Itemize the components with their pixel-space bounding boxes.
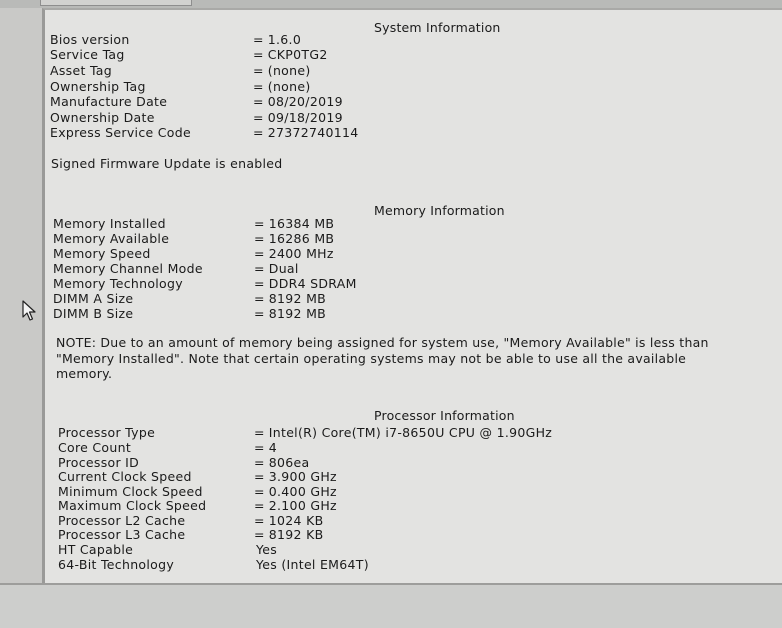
mem-row-installed: Memory Installed = 16384 MB: [53, 216, 335, 231]
cpu-row-core-count: Core Count = 4: [58, 440, 278, 455]
mem-row-technology: Memory Technology = DDR4 SDRAM: [53, 276, 357, 291]
cpu-row-l3-cache: Processor L3 Cache = 8192 KB: [58, 527, 324, 542]
cpu-row-type: Processor Type = Intel(R) Core(TM) i7-8650U CPU @ 1.90GHz: [58, 425, 553, 440]
window-bottom-strip: [0, 583, 782, 628]
mouse-pointer-icon: [22, 300, 38, 322]
sys-row-express-service-code: Express Service Code = 27372740114: [50, 125, 359, 140]
sys-row-bios: Bios version = 1.6.0: [50, 32, 302, 47]
cpu-row-current-clock: Current Clock Speed = 3.900 GHz: [58, 469, 337, 484]
mem-row-available: Memory Available = 16286 MB: [53, 231, 335, 246]
window-tab: [40, 0, 192, 6]
sys-row-manufacture-date: Manufacture Date = 08/20/2019: [50, 94, 343, 109]
processor-info-title: Processor Information: [374, 408, 515, 423]
sys-row-service-tag: Service Tag = CKP0TG2: [50, 47, 328, 62]
cpu-row-64bit: 64-Bit Technology Yes (Intel EM64T): [58, 557, 369, 572]
sys-row-ownership-tag: Ownership Tag = (none): [50, 79, 311, 94]
cpu-row-l2-cache: Processor L2 Cache = 1024 KB: [58, 513, 324, 528]
sys-row-ownership-date: Ownership Date = 09/18/2019: [50, 110, 343, 125]
window-top-strip: [0, 0, 782, 8]
mem-row-speed: Memory Speed = 2400 MHz: [53, 246, 334, 261]
cpu-row-max-clock: Maximum Clock Speed = 2.100 GHz: [58, 498, 337, 513]
cpu-row-ht-capable: HT Capable Yes: [58, 542, 278, 557]
mem-row-channel-mode: Memory Channel Mode = Dual: [53, 261, 299, 276]
memory-note: NOTE: Due to an amount of memory being assigned for system use, "Memory Available" is less than "Memory Installed". Note that certain operating systems may not be able to use all the available memory.: [56, 335, 709, 381]
firmware-status: Signed Firmware Update is enabled: [51, 156, 283, 171]
cpu-row-id: Processor ID = 806ea: [58, 455, 310, 470]
mem-row-dimm-b: DIMM B Size = 8192 MB: [53, 306, 327, 321]
memory-info-title: Memory Information: [374, 203, 505, 218]
system-info-title: System Information: [374, 20, 501, 35]
mem-row-dimm-a: DIMM A Size = 8192 MB: [53, 291, 327, 306]
cpu-row-min-clock: Minimum Clock Speed = 0.400 GHz: [58, 484, 337, 499]
sys-row-asset-tag: Asset Tag = (none): [50, 63, 311, 78]
